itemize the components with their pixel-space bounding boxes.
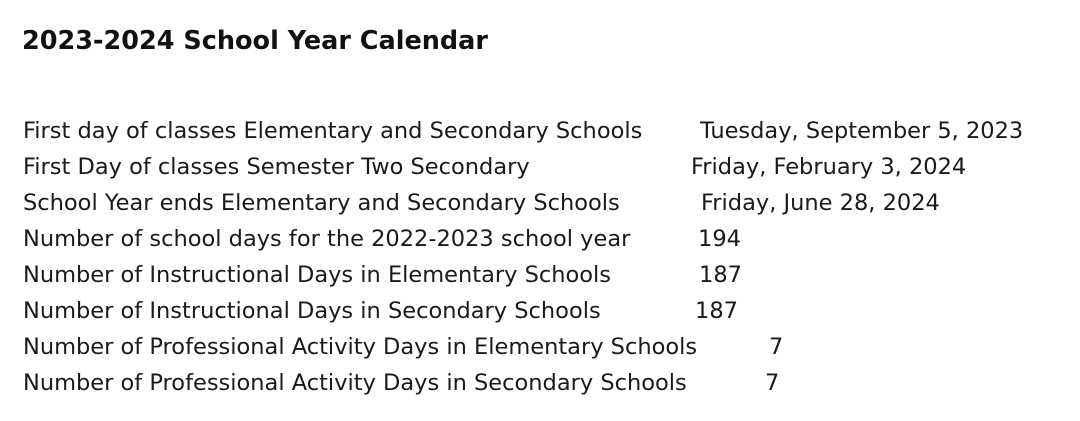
calendar-row-school-days xyxy=(23,221,1073,257)
row-value: 194 xyxy=(698,226,741,252)
calendar-row-instructional-secondary xyxy=(23,293,1073,329)
row-value: Tuesday, September 5, 2023 xyxy=(700,118,1024,144)
row-label: Number of Professional Activity Days in Elementary Schools xyxy=(23,334,698,360)
row-value: 187 xyxy=(695,298,738,324)
calendar-row-semester-two xyxy=(23,149,1073,185)
calendar-row-pa-days-secondary xyxy=(23,365,1073,401)
page-title: 2023-2024 School Year Calendar xyxy=(22,26,488,56)
row-value: Friday, February 3, 2024 xyxy=(691,154,967,180)
row-label: Number of school days for the 2022-2023 school year xyxy=(23,226,631,252)
calendar-row-first-day-classes xyxy=(23,113,1073,149)
row-value: 7 xyxy=(769,334,784,360)
calendar-row-year-ends xyxy=(23,185,1073,221)
calendar-row-instructional-elementary xyxy=(23,257,1073,293)
calendar-list xyxy=(23,113,1073,403)
row-label: Number of Instructional Days in Secondary Schools xyxy=(23,298,601,324)
row-label: School Year ends Elementary and Secondary Schools xyxy=(23,190,620,216)
row-label: First day of classes Elementary and Secondary Schools xyxy=(23,118,643,144)
row-value: 187 xyxy=(699,262,742,288)
calendar-row-pa-days-elementary xyxy=(23,329,1073,365)
row-value: 7 xyxy=(765,370,780,396)
row-value: Friday, June 28, 2024 xyxy=(701,190,940,216)
row-label: Number of Instructional Days in Elementary Schools xyxy=(23,262,612,288)
row-label: Number of Professional Activity Days in Secondary Schools xyxy=(23,370,687,396)
row-label: First Day of classes Semester Two Secondary xyxy=(23,154,530,180)
